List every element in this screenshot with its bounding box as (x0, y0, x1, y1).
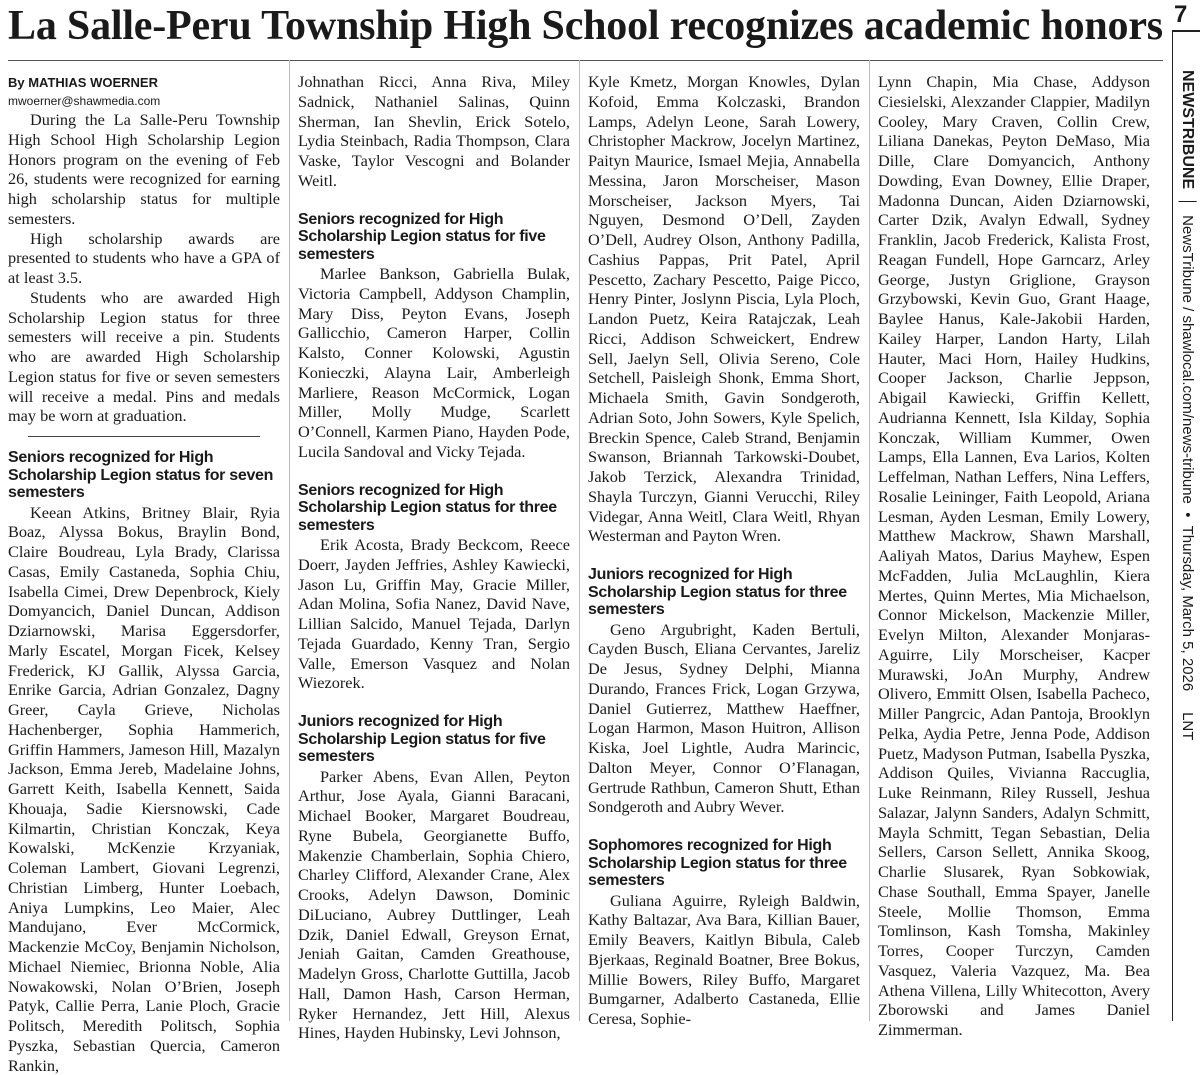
section-divider (28, 436, 260, 437)
section-gap (298, 191, 570, 211)
section-gap (298, 693, 570, 713)
section-gap (588, 817, 860, 837)
page-number: 7 (1174, 2, 1200, 28)
names-list: Erik Acosta, Brady Beckcom, Reece Doerr, Jayden Jeffries, Ashley Kawiecki, Jason Lu, Griffin May, Gracie Miller, Adan Molina, Sofia Nanez, David Nave, Lillian Salcido, Manuel Tejada, Darlyn Tejada Guardado, Kenny Tran, Sergio Valle, Emerson Vasquez and Nolan Wiezorek. (298, 535, 570, 693)
section-heading: Juniors recognized for High Scholarship Legion status for three semesters (588, 566, 860, 619)
sidebar-vertical-rule (1172, 30, 1173, 1021)
column-divider (289, 60, 290, 1021)
column-2 (298, 72, 570, 1017)
edition-code: LNT (1179, 712, 1196, 740)
intro-paragraph: High scholarship awards are presented to students who have a GPA of at least 3.5. (8, 229, 280, 288)
sidebar-rule (1172, 30, 1200, 32)
section-heading: Seniors recognized for High Scholarship Legion status for three semesters (298, 482, 570, 535)
headline-rule (8, 60, 1163, 61)
section-gap (298, 462, 570, 482)
newspaper-brand: NEWSTRIBUNE (1179, 70, 1196, 189)
section-heading: Juniors recognized for High Scholarship Legion status for five semesters (298, 713, 570, 766)
byline: By MATHIAS WOERNER (8, 72, 280, 92)
names-list: Keean Atkins, Britney Blair, Ryia Boaz, Alyssa Bokus, Braylin Bond, Claire Boudreau, Lyla Brady, Clarissa Casas, Emily Castaneda, Sophia Chiu, Isabella Cimei, Drew Depenbrock, Kiely Domyancich, Daniel Duncan, Addison Dziarnowski, Marisa Eggersdorfer, Marly Escatel, Morgan Ficek, Kelsey Frederick, KJ Gallik, Alyssa Garcia, Enrike Garcia, Adrian Gonzalez, Dagny Greer, Cayla Grieve, Nicholas Hachenberger, Sophia Hammerich, Griffin Hammers, Jameson Hill, Mazalyn Jackson, Emma Jereb, Madelaine Johns, Garrett Keith, Isabella Kennett, Saida Khouaja, Sadie Kiersnowski, Cade Kilmartin, Christian Konczak, Keya Kowalski, McKenzie Krzyaniak, Coleman Lambert, Giovani Legrenzi, Christian Limberg, Hunter Loebach, Aniya Lumpkins, Leo Maier, Alec Mandujano, Ever McCormick, Mackenzie McCoy, Benjamin Nicholson, Michael Niemiec, Brionna Noble, Alia Nowakowski, Nolan O’Brien, Joseph Patyk, Callie Perra, Lanie Ploch, Gracie Politsch, Meredith Politsch, Sophia Pyszka, Sebastian Quercia, Cameron Rankin, (8, 503, 280, 1075)
column-3 (588, 72, 860, 1017)
section-heading: Seniors recognized for High Scholarship Legion status for seven semesters (8, 449, 280, 502)
names-list: Lynn Chapin, Mia Chase, Addyson Ciesielski, Alexzander Clappier, Madilyn Cooley, Mary Craven, Collin Crew, Liliana Danekas, Peyton DeMaso, Mia Dille, Clare Domyancich, Anthony Dowding, Evan Downey, Ellie Draper, Madonna Duncan, Aiden Dziarnowski, Carter Dzik, Avalyn Edwall, Sydney Franklin, Jacob Frederick, Kalista Frost, Reagan Fundell, Hope Garncarz, Arley George, Justyn Griglione, Grayson Grzybowski, Kevin Guo, Grant Haage, Baylee Hanus, Kale-Jakobii Harden, Kailey Harper, Landon Harty, Lilah Hauter, Maci Horn, Hailey Hudkins, Cooper Jackson, Charlie Jeppson, Abigail Kawiecki, Griffin Kellett, Audrianna Kennett, Isla Kilday, Sophia Konczak, William Kummer, Owen Lamps, Ella Lannen, Eva Larios, Kolten Leffelman, Nathan Leffers, Nina Leffers, Rosalie Leininger, Faith Leopold, Ariana Lesman, Ayden Lesman, Emily Lowery, Matthew Mackrow, Shawn Marshall, Aaliyah Matos, Darius Mayhew, Espen McFadden, Julia McLaughlin, Kiera Mertes, Quinn Mertes, Mia Michaelson, Connor Mickelson, Mackenzie Miller, Evelyn Milton, Alexander Monjaras-Aguirre, Lily Morscheiser, Kacper Murawski, JoAn Murphy, Andrew Olivero, Emmitt Olsen, Isabella Pacheco, Miller Pangrcic, Adan Pantoja, Brooklyn Pelka, Aydia Petre, Jenna Pode, Addison Puetz, Madyson Putman, Isabella Pyszka, Addison Quiles, Vivianna Raccuglia, Luke Reinmann, Riley Russell, Jeshua Salazar, Jalynn Sanders, Adalyn Schmitt, Mayla Schmitt, Tegan Sebastian, Delia Sellers, Carson Sellett, Annika Skoog, Charlie Slusarek, Ryan Sobkowiak, Chase Southall, Emma Spayer, Janelle Steele, Mollie Thomson, Emma Tomlinson, Kash Tomsha, Makinley Torres, Cooper Turczyn, Camden Vasquez, Valeria Vazquez, Ma. Bea Athena Villena, Lilly Whitecotton, Avery Zborowski and James Daniel Zimmerman. (878, 72, 1150, 1040)
newspaper-site: NewsTribune / shawlocal.com/news-tribune (1179, 215, 1196, 504)
column-1 (8, 72, 280, 1017)
column-divider (869, 60, 870, 1021)
section-heading: Seniors recognized for High Scholarship Legion status for five semesters (298, 211, 570, 264)
names-list: Kyle Kmetz, Morgan Knowles, Dylan Kofoid, Emma Kolczaski, Brandon Lamps, Adelyn Leone, Sarah Lowery, Christopher Mackrow, Jocelyn Martinez, Paityn Maurice, Ismael Mejia, Annabella Messina, Jaron Morscheiser, Mason Morscheiser, Jackson Myers, Tai Nguyen, Desmond O’Dell, Zayden O’Dell, Audrey Olson, Anthony Padilla, Cashius Pappas, Prit Patel, April Pescetto, Zachary Pescetto, Paige Picco, Henry Pinter, Joslynn Piscia, Lyla Ploch, Landon Puetz, Keira Ratajczak, Leah Ricci, Addison Schweickert, Endrew Sell, Jaelyn Sell, Olivia Sereno, Cole Setchell, Paisleigh Shonk, Emma Short, Michaela Smith, Gavin Sondgeroth, Adrian Soto, John Sowers, Kyle Spelich, Breckin Spence, Caleb Strand, Benjamin Swanson, Briannah Tarkowski-Doubet, Jakob Terzick, Alexandra Trinidad, Shayla Turczyn, Gianni Verucchi, Riley Videgar, Anna Weitl, Clara Weitl, Rhyan Westerman and Payton Wren. (588, 72, 860, 546)
author-email: mwoerner@shawmedia.com (8, 92, 280, 110)
issue-date: Thursday, March 5, 2026 (1179, 526, 1196, 692)
intro-paragraph: Students who are awarded High Scholarship Legion status for three semesters will receive a pin. Students who are awarded High Scholarship Legion status for five or seven semesters will receive a medal. Pins and medals may be worn at graduation. (8, 288, 280, 426)
folio-bullet: • (1179, 512, 1196, 517)
column-divider (579, 60, 580, 1021)
headline: La Salle-Peru Township High School recognizes academic honors (8, 0, 1158, 52)
names-list: Johnathan Ricci, Anna Riva, Miley Sadnick, Nathaniel Salinas, Quinn Sherman, Ian Shevlin, Erick Sotelo, Lydia Steinbach, Radia Thompson, Clara Vaske, Taylor Vescogni and Bolander Weitl. (298, 72, 570, 191)
sidebar-folio: NEWSTRIBUNE │ NewsTribune / shawlocal.com/news-tribune • Thursday, March 5, 2026 LNT (1175, 70, 1199, 740)
section-gap (588, 546, 860, 566)
names-list: Marlee Bankson, Gabriella Bulak, Victoria Campbell, Addyson Champlin, Mary Diss, Peyton Evans, Joseph Gallicchio, Cameron Harper, Collin Kalsto, Conner Kolowski, Agustin Konieczki, Alayna Lair, Amberleigh Marliere, Reason McCormick, Logan Miller, Molly Mudge, Scarlett O’Connell, Karmen Piano, Hayden Pode, Lucila Sandoval and Vicky Tejada. (298, 264, 570, 462)
section-heading: Sophomores recognized for High Scholarship Legion status for three semesters (588, 837, 860, 890)
column-4 (878, 72, 1150, 1017)
names-list: Guliana Aguirre, Ryleigh Baldwin, Kathy Baltazar, Ava Bara, Killian Bauer, Emily Beavers, Kaitlyn Bibula, Caleb Bjerkaas, Reginald Boatner, Bree Bokus, Millie Bowers, Riley Buffo, Margaret Bumgarner, Adalberto Castaneda, Ellie Ceresa, Sophie- (588, 891, 860, 1029)
names-list: Geno Argubright, Kaden Bertuli, Cayden Busch, Eliana Cervantes, Jareliz De Jesus, Sydney Delphi, Mianna Durando, Frances Frick, Logan Grzywa, Daniel Gutierrez, Matthew Haeffner, Logan Harmon, Mason Huitron, Allison Kiska, Joel Lightle, Audra Marincic, Dalton Meyer, Connor O’Flanagan, Gertrude Rathbun, Cameron Shutt, Ethan Sondgeroth and Aubry Wever. (588, 620, 860, 818)
names-list: Parker Abens, Evan Allen, Peyton Arthur, Jose Ayala, Gianni Baracani, Michael Booker, Margaret Boudreau, Ryne Bubela, Georgianette Buffo, Makenzie Chamberlain, Sophia Chiero, Charley Clifford, Alexander Crane, Alex Crooks, Adelyn Dawson, Dominic DiLuciano, Aubrey Duttlinger, Leah Dzik, Daniel Edwall, Greyson Ernat, Jeniah Gaitan, Camden Greathouse, Madelyn Gross, Charlotte Guttilla, Jacob Hall, Damon Hash, Carson Herman, Ryker Hernandez, Jett Hill, Alexus Hines, Hayden Hubinsky, Levi Johnson, (298, 767, 570, 1044)
intro-paragraph: During the La Salle-Peru Township High School High Scholarship Legion Honors program on the evening of Feb 26, students were recognized for earning high scholarship status for multiple semesters. (8, 110, 280, 229)
